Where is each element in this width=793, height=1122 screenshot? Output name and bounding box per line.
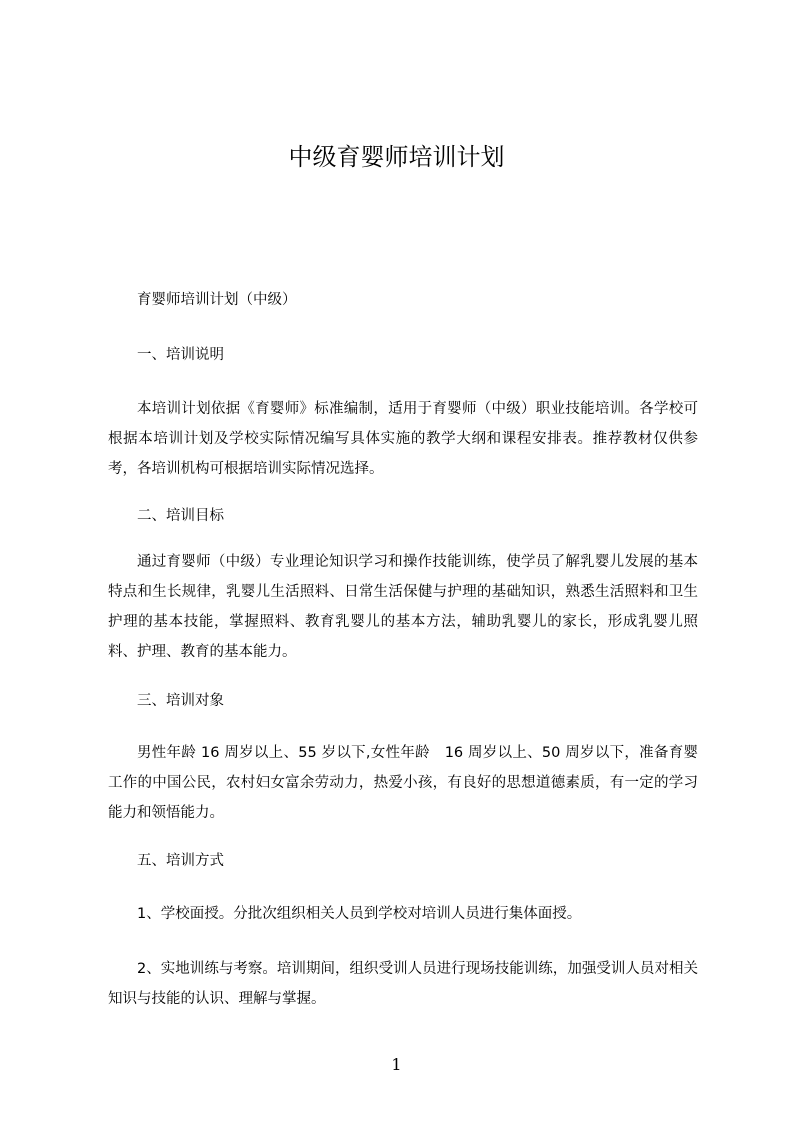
section-heading-audience: 三、培训对象 [137,693,224,709]
page-number: 1 [391,1055,402,1074]
document-subtitle: 育婴师培训计划（中级） [137,292,297,308]
section-paragraph-audience: 男性年龄 16 周岁以上、55 岁以下,女性年龄 16 周岁以上、50 周岁以下，准备育婴工作的中国公民，农村妇女富余劳动力，热爱小孩，有良好的思想道德素质，有一定的学习能力和领悟能力。 [108,745,698,821]
section-paragraph-goals: 通过育婴师（中级）专业理论知识学习和操作技能训练，使学员了解乳婴儿发展的基本特点和生长规律，乳婴儿生活照料、日常生活保健与护理的基础知识，熟悉生活照料和卫生护理的基本技能，掌握照料、教育乳婴儿的基本方法，辅助乳婴儿的家长，形成乳婴儿照料、护理、教育的基本能力。 [108,554,698,660]
section-paragraph-explanation: 本培训计划依据《育婴师》标准编制，适用于育婴师（中级）职业技能培训。各学校可根据本培训计划及学校实际情况编写具体实施的教学大纲和课程安排表。推荐教材仅供参考，各培训机构可根据培训实际情况选择。 [108,401,698,477]
section-paragraph-methods-2: 2、实地训练与考察。培训期间，组织受训人员进行现场技能训练，加强受训人员对相关知识与技能的认识、理解与掌握。 [108,961,698,1007]
section-heading-methods: 五、培训方式 [137,853,224,869]
section-paragraph-methods-1: 1、学校面授。分批次组织相关人员到学校对培训人员进行集体面授。 [137,906,582,922]
document-title: 中级育婴师培训计划 [288,143,505,171]
section-heading-goals: 二、培训目标 [137,508,224,524]
section-heading-explanation: 一、培训说明 [137,347,224,363]
